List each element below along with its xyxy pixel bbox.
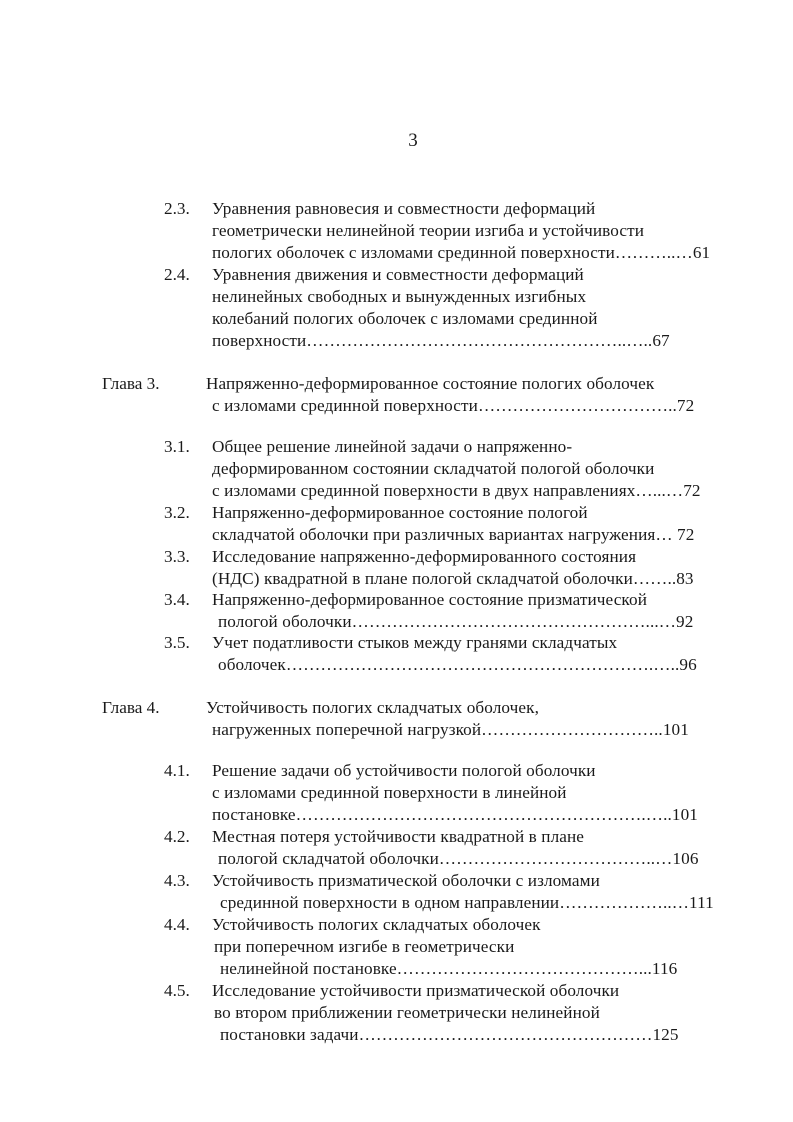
toc-text-line: пологой складчатой оболочки………………………………..…106 bbox=[218, 849, 699, 868]
toc-text-line: с изломами срединной поверхности в линейной bbox=[212, 783, 567, 802]
toc-number-4-1: 4.1. bbox=[164, 761, 190, 780]
toc-text-line: Решение задачи об устойчивости пологой оболочки bbox=[212, 761, 596, 780]
toc-number-4-5: 4.5. bbox=[164, 981, 190, 1000]
toc-text-line: поверхности………………………………………………..…..67 bbox=[212, 331, 670, 350]
toc-number-4-2: 4.2. bbox=[164, 827, 190, 846]
toc-chapter-4-label: Глава 4. bbox=[102, 698, 160, 717]
toc-number-4-4: 4.4. bbox=[164, 915, 190, 934]
toc-number-3-4: 3.4. bbox=[164, 590, 190, 609]
toc-number-3-2: 3.2. bbox=[164, 503, 190, 522]
toc-number-3-5: 3.5. bbox=[164, 633, 190, 652]
toc-text-line: Общее решение линейной задачи о напряженно- bbox=[212, 437, 573, 456]
toc-text-line: (НДС) квадратной в плане пологой складчатой оболочки……..83 bbox=[212, 569, 694, 588]
toc-number-3-3: 3.3. bbox=[164, 547, 190, 566]
toc-text-line: деформированном состоянии складчатой пологой оболочки bbox=[212, 459, 655, 478]
toc-text-line: Напряженно-деформированное состояние призматической bbox=[212, 590, 647, 609]
toc-chapter-title-line: с изломами срединной поверхности……………………………..72 bbox=[212, 396, 695, 415]
toc-text-line: постановки задачи……………………………………………125 bbox=[220, 1025, 679, 1044]
toc-text-line: геометрически нелинейной теории изгиба и устойчивости bbox=[212, 221, 645, 240]
toc-number-3-1: 3.1. bbox=[164, 437, 190, 456]
toc-text-line: Устойчивость пологих складчатых оболочек bbox=[212, 915, 541, 934]
toc-text-line: во втором приближении геометрически нелинейной bbox=[214, 1003, 600, 1022]
toc-text-line: нелинейной постановке……………………………………...116 bbox=[220, 959, 678, 978]
toc-chapter-title-line: Напряженно-деформированное состояние пологих оболочек bbox=[206, 374, 655, 393]
toc-text-line: Местная потеря устойчивости квадратной в плане bbox=[212, 827, 585, 846]
toc-text-line: Исследование напряженно-деформированного состояния bbox=[212, 547, 637, 566]
toc-text-line: Исследование устойчивости призматической оболочки bbox=[212, 981, 620, 1000]
toc-text-line: пологих оболочек с изломами срединной поверхности………..…61 bbox=[212, 243, 711, 262]
toc-chapter-title-line: Устойчивость пологих складчатых оболочек, bbox=[206, 698, 539, 717]
page-number: 3 bbox=[408, 130, 418, 151]
toc-text-line: колебаний пологих оболочек с изломами срединной bbox=[212, 309, 598, 328]
toc-text-line: Учет податливости стыков между гранями складчатых bbox=[212, 633, 618, 652]
toc-text-line: Напряженно-деформированное состояние пологой bbox=[212, 503, 588, 522]
toc-text-line: оболочек……………………………………………………….…..96 bbox=[218, 655, 697, 674]
toc-text-line: Устойчивость призматической оболочки с изломами bbox=[212, 871, 600, 890]
toc-text-line: с изломами срединной поверхности в двух направлениях…...…72 bbox=[212, 481, 701, 500]
toc-text-line: складчатой оболочки при различных вариантах нагружения… 72 bbox=[212, 525, 695, 544]
toc-text-line: при поперечном изгибе в геометрически bbox=[214, 937, 515, 956]
toc-text-line: Уравнения движения и совместности деформаций bbox=[212, 265, 584, 284]
toc-text-line: постановке…………………………………………………….…..101 bbox=[212, 805, 698, 824]
toc-chapter-title-line: нагруженных поперечной нагрузкой…………………………..101 bbox=[212, 720, 689, 739]
toc-text-line: пологой оболочки……………………………………………...…92 bbox=[218, 612, 694, 631]
toc-number-2-3: 2.3. bbox=[164, 199, 190, 218]
toc-text-line: Уравнения равновесия и совместности деформаций bbox=[212, 199, 596, 218]
toc-text-line: срединной поверхности в одном направлении………………..…111 bbox=[220, 893, 714, 912]
toc-text-line: нелинейных свободных и вынужденных изгибных bbox=[212, 287, 587, 306]
toc-number-4-3: 4.3. bbox=[164, 871, 190, 890]
toc-chapter-3-label: Глава 3. bbox=[102, 374, 160, 393]
toc-number-2-4: 2.4. bbox=[164, 265, 190, 284]
